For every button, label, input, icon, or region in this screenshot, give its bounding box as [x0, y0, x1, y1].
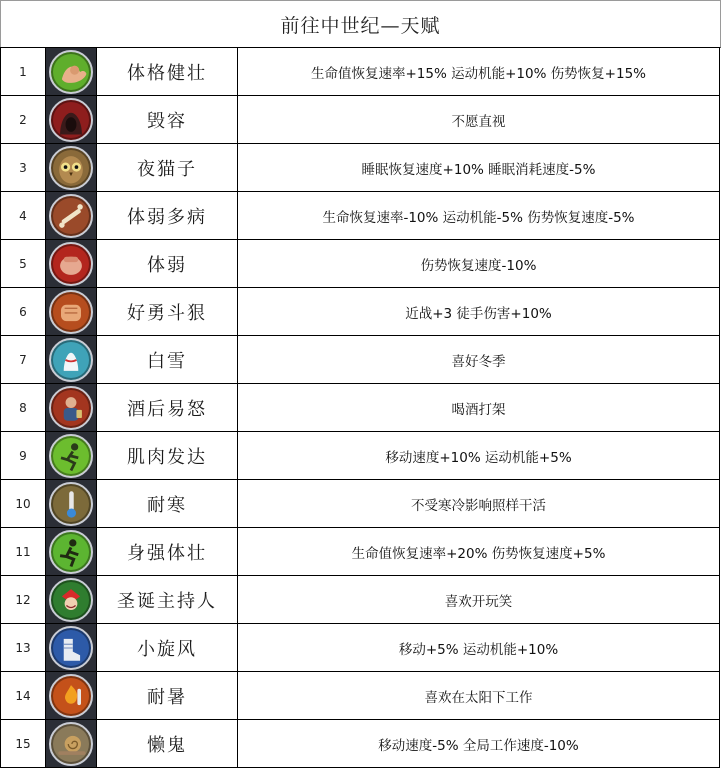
trait-name: 体弱 [97, 240, 238, 288]
trait-number: 1 [1, 48, 46, 96]
trait-row [1, 384, 720, 432]
trait-number: 11 [1, 528, 46, 576]
trait-description: 不受寒冷影响照样干活 [238, 480, 720, 528]
fist-icon [49, 290, 93, 334]
snow-hand-icon [49, 338, 93, 382]
trait-row [1, 576, 720, 624]
trait-icon-cell [46, 480, 97, 528]
trait-icon-cell [46, 240, 97, 288]
drunk-man-icon [49, 386, 93, 430]
strong-man-icon [49, 530, 93, 574]
trait-name: 圣诞主持人 [97, 576, 238, 624]
trait-icon-cell [46, 384, 97, 432]
trait-name: 肌肉发达 [97, 432, 238, 480]
trait-icon-cell [46, 720, 97, 768]
trait-icon-cell [46, 192, 97, 240]
trait-name: 夜猫子 [97, 144, 238, 192]
sheet-title: 前往中世纪—天赋 [0, 0, 721, 48]
trait-number: 14 [1, 672, 46, 720]
trait-description: 移动速度+10% 运动机能+5% [238, 432, 720, 480]
trait-row [1, 480, 720, 528]
trait-description: 喜欢开玩笑 [238, 576, 720, 624]
trait-number: 10 [1, 480, 46, 528]
trait-description: 睡眠恢复速度+10% 睡眠消耗速度-5% [238, 144, 720, 192]
trait-description: 生命值恢复速率+15% 运动机能+10% 伤势恢复+15% [238, 48, 720, 96]
trait-name: 酒后易怒 [97, 384, 238, 432]
trait-row [1, 48, 720, 96]
trait-description: 喜欢在太阳下工作 [238, 672, 720, 720]
trait-name: 好勇斗狠 [97, 288, 238, 336]
trait-row [1, 240, 720, 288]
trait-description: 移动速度-5% 全局工作速度-10% [238, 720, 720, 768]
owl-icon [49, 146, 93, 190]
trait-table [0, 47, 720, 768]
trait-number: 5 [1, 240, 46, 288]
trait-icon-cell [46, 96, 97, 144]
trait-row [1, 96, 720, 144]
trait-row [1, 192, 720, 240]
trait-row [1, 672, 720, 720]
heat-icon [49, 674, 93, 718]
trait-icon-cell [46, 528, 97, 576]
trait-row [1, 432, 720, 480]
weak-hand-icon [49, 242, 93, 286]
trait-number: 6 [1, 288, 46, 336]
trait-number: 4 [1, 192, 46, 240]
trait-number: 12 [1, 576, 46, 624]
trait-description: 不愿直视 [238, 96, 720, 144]
thermometer-icon [49, 482, 93, 526]
broken-bone-icon [49, 194, 93, 238]
trait-name: 小旋风 [97, 624, 238, 672]
trait-icon-cell [46, 432, 97, 480]
trait-number: 9 [1, 432, 46, 480]
trait-number: 2 [1, 96, 46, 144]
trait-icon-cell [46, 48, 97, 96]
trait-icon-cell [46, 624, 97, 672]
trait-name: 体弱多病 [97, 192, 238, 240]
trait-row [1, 288, 720, 336]
trait-description: 生命值恢复速率+20% 伤势恢复速度+5% [238, 528, 720, 576]
trait-number: 13 [1, 624, 46, 672]
trait-row [1, 144, 720, 192]
running-man-icon [49, 434, 93, 478]
trait-number: 15 [1, 720, 46, 768]
trait-name: 懒鬼 [97, 720, 238, 768]
muscle-arm-icon [49, 50, 93, 94]
trait-number: 7 [1, 336, 46, 384]
trait-icon-cell [46, 144, 97, 192]
trait-row [1, 624, 720, 672]
trait-name: 体格健壮 [97, 48, 238, 96]
trait-icon-cell [46, 672, 97, 720]
trait-description: 伤势恢复速度-10% [238, 240, 720, 288]
trait-row [1, 528, 720, 576]
hooded-face-icon [49, 98, 93, 142]
trait-description: 近战+3 徒手伤害+10% [238, 288, 720, 336]
trait-icon-cell [46, 576, 97, 624]
trait-name: 白雪 [97, 336, 238, 384]
snail-icon [49, 722, 93, 766]
trait-name: 耐暑 [97, 672, 238, 720]
trait-icon-cell [46, 288, 97, 336]
trait-description: 喜好冬季 [238, 336, 720, 384]
trait-description: 移动+5% 运动机能+10% [238, 624, 720, 672]
trait-row [1, 720, 720, 768]
trait-name: 身强体壮 [97, 528, 238, 576]
jester-icon [49, 578, 93, 622]
trait-description: 喝酒打架 [238, 384, 720, 432]
trait-description: 生命恢复速率-10% 运动机能-5% 伤势恢复速度-5% [238, 192, 720, 240]
trait-name: 耐寒 [97, 480, 238, 528]
trait-icon-cell [46, 336, 97, 384]
trait-number: 8 [1, 384, 46, 432]
trait-name: 毁容 [97, 96, 238, 144]
trait-number: 3 [1, 144, 46, 192]
boot-icon [49, 626, 93, 670]
trait-row [1, 336, 720, 384]
